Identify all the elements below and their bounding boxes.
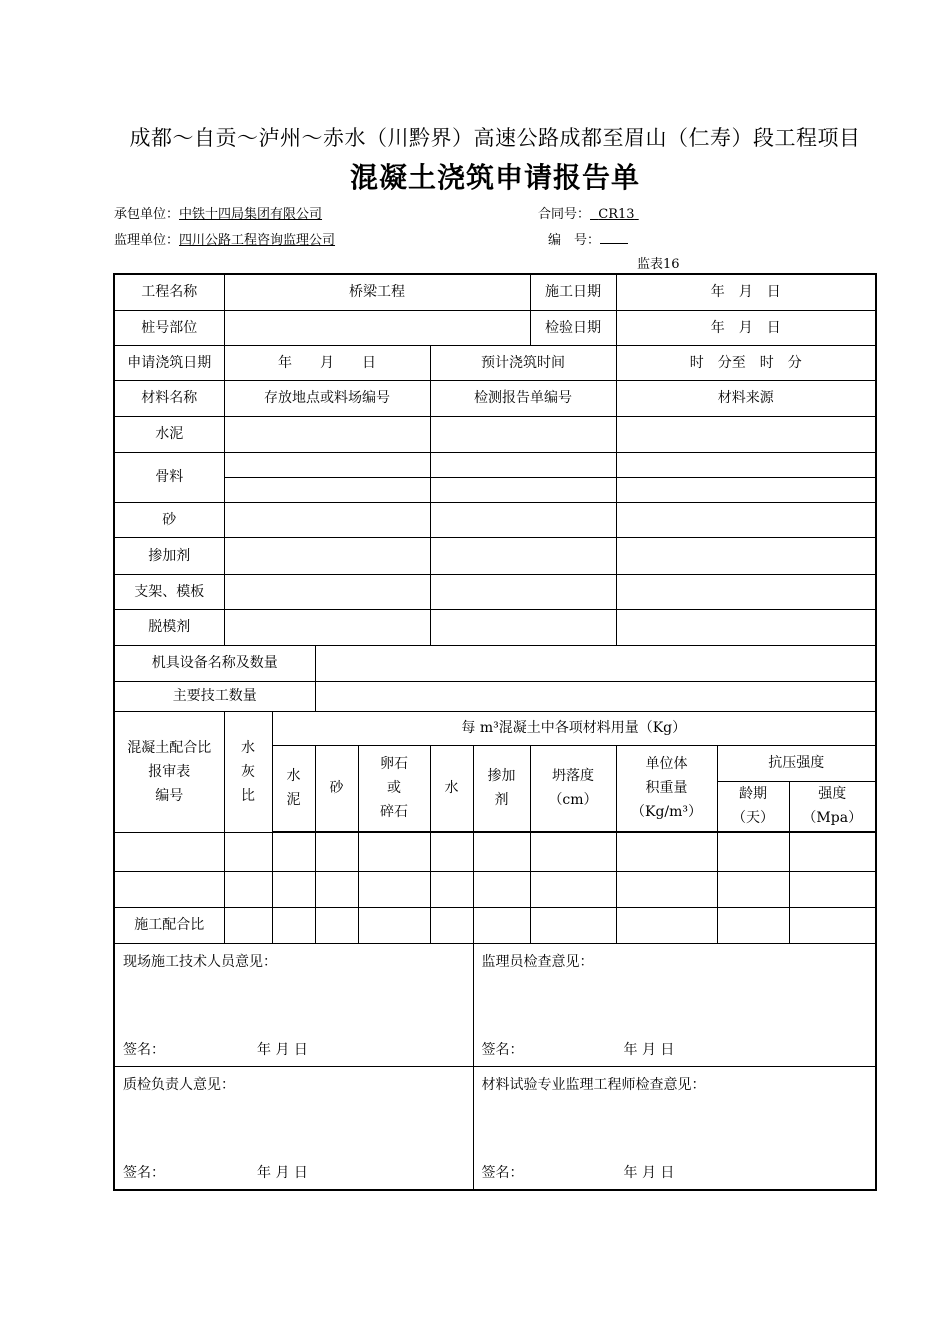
row-mix-data-1 [114, 832, 876, 871]
material-sand: 砂 [114, 502, 224, 537]
row-cement [114, 416, 876, 452]
supervisor-date-label: 年 月 日 [623, 1041, 675, 1058]
per-m3-label: 每 m³混凝土中各项材料用量（Kg） [272, 711, 876, 745]
expected-time-label: 预计浇筑时间 [430, 345, 616, 380]
supervisor-sign-label: 签名： [481, 1041, 524, 1058]
workers-label: 主要技工数量 [114, 681, 315, 711]
site-tech-date-label: 年 月 日 [257, 1041, 308, 1058]
serial-label: 编 号： [548, 233, 601, 248]
row-workers [114, 681, 876, 711]
row-formwork [114, 574, 876, 609]
material-cement: 水泥 [114, 416, 224, 452]
construction-mix-label: 施工配合比 [114, 907, 224, 943]
mix-gravel: 卵石 或 碎石 [358, 745, 430, 831]
site-tech-opinion-cell [114, 943, 473, 1066]
row-aggregate-a [114, 452, 876, 477]
row-aggregate-b [114, 477, 876, 502]
row-project-name [114, 274, 876, 310]
mix-cement: 水 泥 [272, 745, 315, 831]
contract-no-line [538, 203, 639, 222]
mix-report-label: 混凝土配合比 报审表 编号 [114, 711, 224, 832]
inspection-date-label: 检验日期 [530, 310, 616, 345]
material-aggregate: 骨料 [114, 452, 224, 502]
supervisor-line [114, 229, 339, 248]
row-construction-mix [114, 907, 876, 943]
workers-value [315, 681, 876, 711]
contractor-value: 中铁十四局集团有限公司 [179, 207, 323, 222]
row-mix-data-2 [114, 871, 876, 907]
water-cement-ratio-label: 水 灰 比 [224, 711, 272, 832]
project-name-value: 桥梁工程 [224, 274, 530, 310]
supervisor-value: 四川公路工程咨询监理公司 [179, 233, 336, 248]
mix-strength-mpa: 强度 （Mpa） [789, 781, 876, 831]
supervisor-opinion-label: 监理员检查意见： [481, 953, 594, 970]
row-release-agent [114, 609, 876, 645]
qc-head-opinion-cell [114, 1066, 473, 1190]
material-release-agent: 脱模剂 [114, 609, 224, 645]
material-engineer-date-label: 年 月 日 [623, 1164, 675, 1181]
report-no-label: 检测报告单编号 [430, 380, 616, 416]
material-engineer-sign-label: 签名： [481, 1164, 524, 1181]
form-title: 混凝土浇筑申请报告单 [349, 161, 640, 194]
row-opinions-1 [114, 943, 876, 1066]
pile-label: 桩号部位 [114, 310, 224, 345]
equipment-label: 机具设备名称及数量 [114, 645, 315, 681]
contract-no-value: CR13 [598, 207, 635, 222]
project-title: 成都～自贡～泸州～赤水（川黔界）高速公路成都至眉山（仁寿）段工程项目 [129, 126, 861, 150]
row-opinions-2 [114, 1066, 876, 1190]
row-admixture [114, 537, 876, 574]
site-tech-opinion-label: 现场施工技术人员意见： [123, 953, 277, 970]
qc-head-opinion-label: 质检负责人意见： [123, 1076, 235, 1093]
mix-slump: 坍落度 （cm） [530, 745, 616, 831]
qc-head-sign-label: 签名： [123, 1164, 165, 1181]
inspection-date-value: 年 月 日 [616, 310, 876, 345]
mix-strength: 抗压强度 [717, 745, 876, 781]
pile-value [224, 310, 530, 345]
site-tech-sign-label: 签名： [123, 1041, 165, 1058]
project-name-label: 工程名称 [114, 274, 224, 310]
apply-date-value: 年 月 日 [224, 345, 430, 380]
storage-label: 存放地点或料场编号 [224, 380, 430, 416]
qc-head-date-label: 年 月 日 [257, 1164, 308, 1181]
contractor-label: 承包单位： [114, 207, 180, 222]
expected-time-value: 时 分至 时 分 [616, 345, 876, 380]
form-code: 监表16 [637, 257, 680, 272]
serial-line [548, 229, 628, 248]
construction-date-label: 施工日期 [530, 274, 616, 310]
material-engineer-opinion-label: 材料试验专业监理工程师检查意见： [481, 1076, 706, 1093]
row-apply-date [114, 345, 876, 380]
source-label: 材料来源 [616, 380, 876, 416]
mix-sand: 砂 [315, 745, 358, 831]
material-engineer-opinion-cell [473, 1066, 876, 1190]
material-admixture: 掺加剂 [114, 537, 224, 574]
row-material-header [114, 380, 876, 416]
mix-age: 龄期 （天） [717, 781, 789, 831]
apply-date-label: 申请浇筑日期 [114, 345, 224, 380]
supervisor-opinion-cell [473, 943, 876, 1066]
mix-water: 水 [430, 745, 473, 831]
supervisor-label: 监理单位： [114, 233, 180, 248]
material-name-label: 材料名称 [114, 380, 224, 416]
row-mix-header-1 [114, 711, 876, 745]
mix-admixture: 掺加 剂 [473, 745, 530, 831]
row-sand [114, 502, 876, 537]
contract-no-label: 合同号： [538, 207, 591, 222]
row-pile [114, 310, 876, 345]
construction-date-value: 年 月 日 [616, 274, 876, 310]
equipment-value [315, 645, 876, 681]
application-form-table [113, 273, 877, 1191]
contractor-line [114, 203, 326, 222]
serial-blank [600, 231, 628, 244]
mix-unit-weight: 单位体 积重量 （Kg/m³） [616, 745, 717, 831]
material-formwork: 支架、模板 [114, 574, 224, 609]
row-equipment [114, 645, 876, 681]
